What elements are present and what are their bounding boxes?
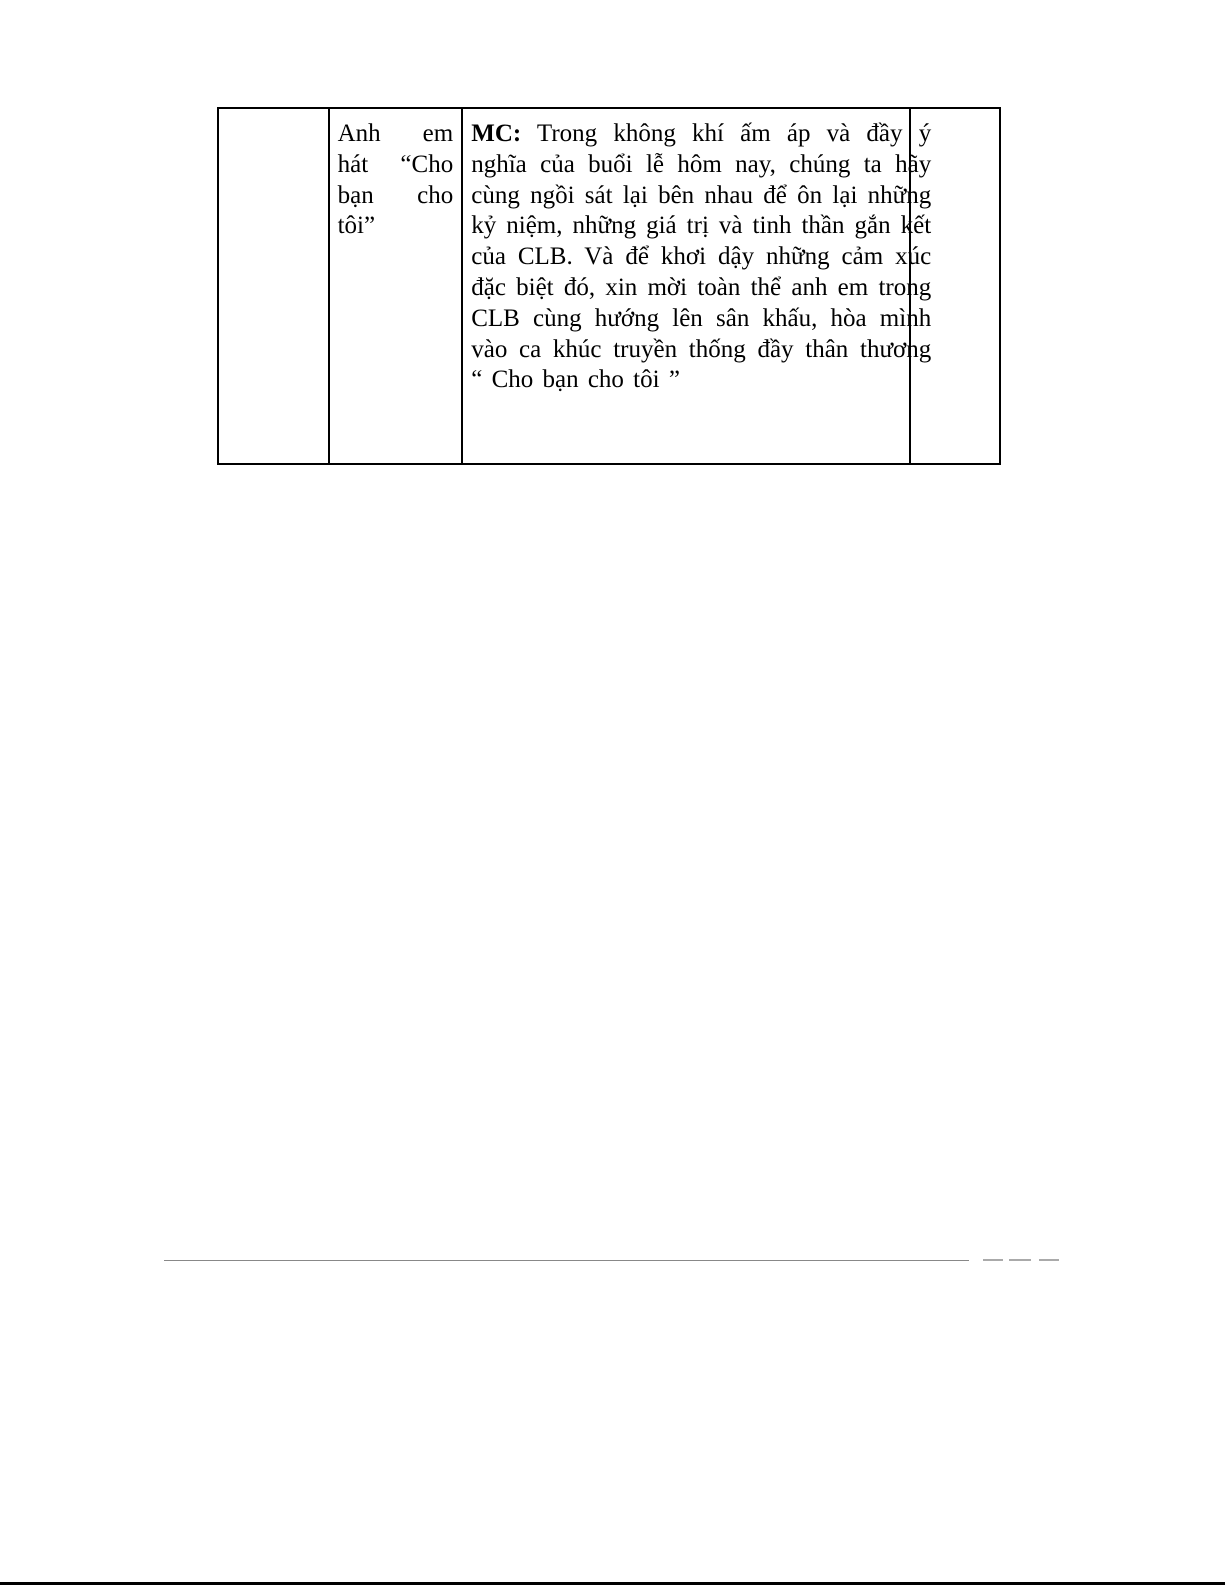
footer-divider (164, 1260, 969, 1261)
table-cell-mc-script (462, 108, 932, 464)
activity-text: Anh em hát “Cho bạn cho tôi” (337, 120, 454, 240)
footer-mark (983, 1259, 1003, 1261)
table-cell-time (218, 108, 329, 464)
program-script-table (217, 107, 1001, 465)
footer-mark (1009, 1259, 1031, 1261)
footer-mark (1039, 1259, 1059, 1261)
mc-script (471, 119, 931, 396)
mc-script-text: Trong không khí ấm áp và đầy ý nghĩa của buổi lễ hôm nay, chúng ta hãy cùng ngồi sát lại bên nhau để ôn lại những kỷ niệm, những giá trị và tinh thần gắn kết của CLB. Và để khơi dậy những cảm xúc đặc biệt đó, xin mời toàn thể anh em trong CLB cùng hướng lên sân khấu, hòa mình vào ca khúc truyền thống đầy thân thương “ Cho bạn cho tôi ” (471, 120, 932, 394)
mc-label: MC: (471, 120, 522, 147)
table-cell-activity (329, 108, 463, 464)
footer-marks (983, 1259, 1061, 1262)
table-row (218, 108, 1000, 464)
